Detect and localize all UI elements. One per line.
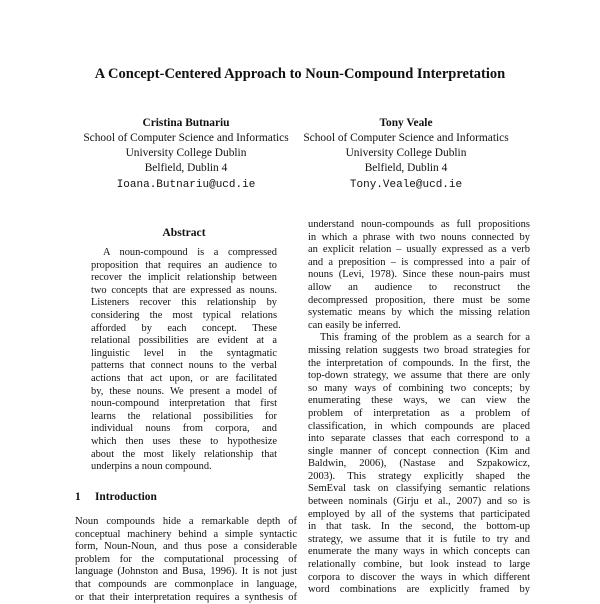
text-line: into separate classes that each correspond to a bbox=[308, 433, 530, 445]
author-institution: University College Dublin bbox=[345, 147, 467, 159]
text-line: can easily be inferred. bbox=[308, 319, 401, 331]
section-heading bbox=[75, 491, 295, 503]
text-line: enumerate the many ways in which concepts can bbox=[308, 546, 530, 558]
author-address: Belfield, Dublin 4 bbox=[144, 162, 228, 174]
text-line: This framing of the problem as a search for a bbox=[320, 332, 530, 344]
text-line: understand noun-compounds as full propositions bbox=[308, 219, 530, 230]
text-line: the interpretation of compounds. In the first, the bbox=[308, 357, 530, 369]
text-line: between nominals (Girju et al., 2007) and so is bbox=[308, 496, 530, 508]
section-title: Introduction bbox=[95, 491, 157, 503]
text-line: patterns that connect nouns to the verbal bbox=[91, 360, 277, 372]
text-line: nouns (Levi, 1978). Since these noun-pairs must bbox=[308, 269, 530, 281]
author-affiliation: School of Computer Science and Informatics bbox=[83, 132, 289, 144]
text-line: linguistic level in the syntagmatic bbox=[91, 347, 277, 359]
text-line: by, these nouns. We present a model of bbox=[91, 385, 277, 397]
text-line: in which a phrase with two nouns connected by bbox=[308, 231, 530, 243]
text-line: single manner of concept connection (Kim and bbox=[308, 445, 530, 457]
text-line: proposition that requires an audience to bbox=[91, 259, 277, 271]
text-line: two concepts that are expressed as nouns. bbox=[91, 284, 277, 296]
text-line: about the most likely relationship that bbox=[91, 448, 277, 460]
author-institution: University College Dublin bbox=[125, 147, 247, 159]
text-line: so many ways of combining two concepts; by bbox=[308, 382, 530, 394]
text-line: classification, in which compounds are placed bbox=[308, 420, 530, 432]
text-line: an explicit relation – usually expressed as a verb bbox=[308, 244, 530, 256]
text-line: considering the most typical relations bbox=[91, 309, 277, 321]
author-email: Tony.Veale@ucd.ie bbox=[349, 179, 463, 191]
text-line: top-down strategy, we assume that there are only bbox=[308, 370, 530, 382]
right-paragraph-2 bbox=[308, 332, 530, 596]
right-column-body bbox=[308, 219, 530, 597]
author-name: Cristina Butnariu bbox=[142, 117, 230, 129]
text-line: problem for the computational processing of bbox=[75, 553, 297, 565]
text-line: Noun compounds hide a remarkable depth of bbox=[75, 516, 297, 527]
text-line: problem of interpretation as a problem of bbox=[308, 407, 530, 419]
text-line: corpora to discover the ways in which different bbox=[308, 571, 530, 583]
text-line: recover the implicit relationship between bbox=[91, 272, 277, 284]
text-line: enumerating these ways, we can view the bbox=[308, 395, 530, 407]
text-line: underpins a noun compound. bbox=[91, 461, 212, 473]
text-line: actions that act upon, or are facilitated bbox=[91, 372, 277, 384]
text-line: systematic means by which the missing relation bbox=[308, 307, 530, 319]
author-name: Tony Veale bbox=[379, 117, 433, 129]
text-line: afforded by each concept. These bbox=[91, 322, 277, 334]
author-block-2 bbox=[286, 116, 526, 193]
text-line: learns the relational possibilities for bbox=[91, 410, 277, 422]
text-line: Listeners recover this relationship by bbox=[91, 297, 277, 309]
text-line: word combinations are explicitly framed by bbox=[308, 584, 530, 596]
text-line: noun-compound interpretation that first bbox=[91, 398, 277, 410]
author-block-1 bbox=[66, 116, 306, 193]
text-line: 2003). This strategy explicitly shaped the bbox=[308, 470, 530, 482]
author-affiliation: School of Computer Science and Informatics bbox=[303, 132, 509, 144]
text-line: decompressed proposition, there must be some bbox=[308, 294, 530, 306]
text-line: language (Johnston and Busa, 1996). It is not just bbox=[75, 566, 297, 578]
right-paragraph-1 bbox=[308, 219, 530, 332]
text-line: SemEval task on classifying semantic relations bbox=[308, 483, 530, 495]
text-line: or that their interpretation requires a synthesis of bbox=[75, 591, 297, 603]
text-line: that compounds are commonplace in language, bbox=[75, 578, 297, 590]
text-line: Baldwin, 2006), (Nastase and Szpakowicz, bbox=[308, 458, 530, 470]
text-line: conceptual machinery behind a simple syntactic bbox=[75, 528, 297, 540]
author-email: Ioana.Butnariu@ucd.ie bbox=[116, 179, 256, 191]
text-line: in that task. In the second, the bottom-up bbox=[308, 521, 530, 533]
paper-title: A Concept-Centered Approach to Noun-Compound Interpretation bbox=[94, 66, 506, 82]
abstract-heading: Abstract bbox=[162, 226, 206, 239]
text-line: allow an audience to reconstruct the bbox=[308, 281, 530, 293]
text-line: individual nouns from corpora, and bbox=[91, 423, 277, 435]
text-line: A noun-compound is a compressed bbox=[103, 247, 277, 258]
text-line: employed by all of the systems that participated bbox=[308, 508, 530, 520]
author-address: Belfield, Dublin 4 bbox=[364, 162, 448, 174]
abstract-body bbox=[91, 247, 277, 474]
text-line: strategy, we assume that it is futile to try and bbox=[308, 533, 530, 545]
text-line: and a preposition – is compressed into a pair of bbox=[308, 256, 530, 268]
text-line: which then uses these to hypothesize bbox=[91, 435, 277, 447]
introduction-body bbox=[75, 516, 297, 604]
text-line: form, Noun-Noun, and thus pose a considerable bbox=[75, 541, 297, 553]
text-line: relational possibilities are evident at a bbox=[91, 335, 277, 347]
text-line: missing relation suggests two broad strategies for bbox=[308, 344, 530, 356]
section-number: 1 bbox=[75, 491, 81, 503]
text-line: relationally combine, but look instead to large bbox=[308, 559, 530, 571]
